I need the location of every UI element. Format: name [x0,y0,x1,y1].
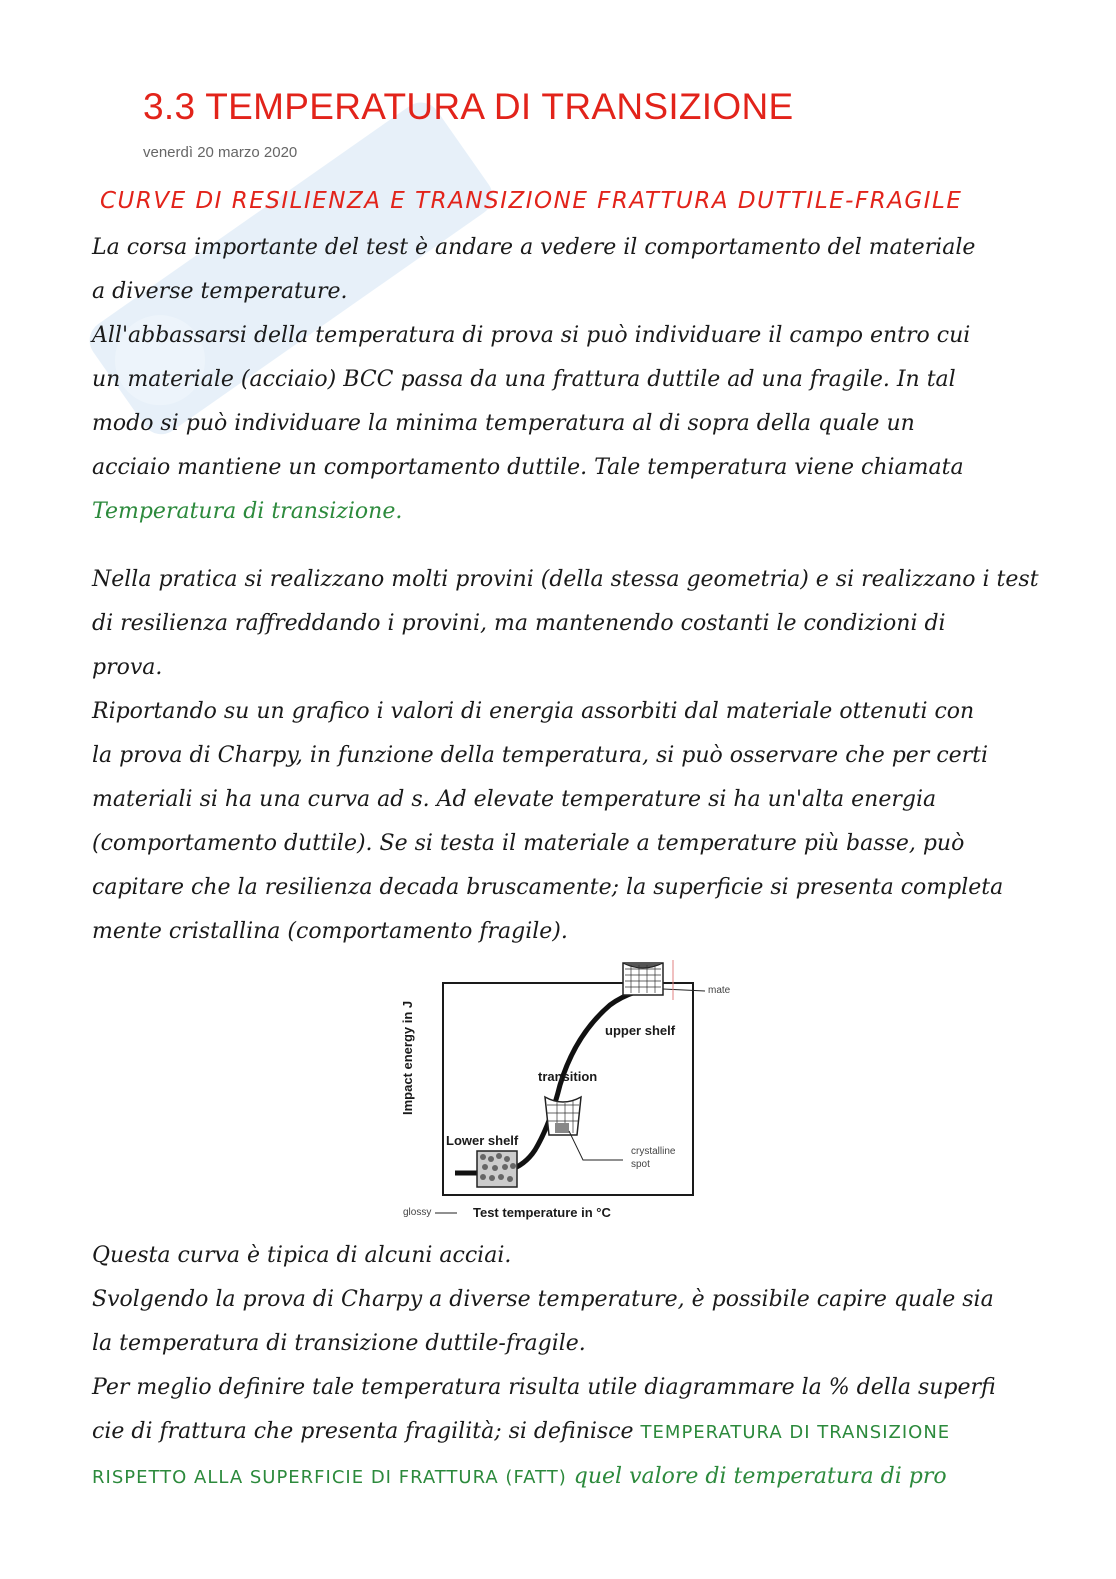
paragraph-1 [92,226,1052,534]
lower-specimen [435,1151,517,1213]
text-fragment: quel valore di temperatura di pro [573,1464,947,1489]
text-line: acciaio mantiene un comportamento duttile. Tale temperatura viene chiamata [92,455,964,480]
text-line: a diverse temperature. [92,279,348,304]
text-line: (comportamento duttile). Se si testa il materiale a temperature più basse, può [92,831,965,856]
text-line: un materiale (acciaio) BCC passa da una frattura duttile ad una fragile. In tal [92,367,956,392]
page-title: 3.3 TEMPERATURA DI TRANSIZIONE [143,86,794,127]
y-axis-label: Impact energy in J [400,1000,415,1115]
highlight-term: Temperatura di transizione. [92,499,403,524]
text-line: materiali si ha una curva ad s. Ad elevate temperature si ha un'alta energia [92,787,937,812]
transition-specimen [545,1097,623,1160]
text-line: prova. [92,655,163,680]
text-line: All'abbassarsi della temperatura di prova si può individuare il campo entro cui [92,323,971,348]
text-line [92,1455,1052,1500]
glossy-label: glossy [403,1207,432,1218]
paragraph-3 [92,1234,1052,1500]
page-date: venerdì 20 marzo 2020 [143,144,298,161]
transition-label: transition [538,1069,598,1084]
highlight-term: TEMPERATURA DI TRANSIZIONE [640,1422,951,1443]
text-line: modo si può individuare la minima temperatura al di sopra della quale un [92,411,915,436]
text-line: la temperatura di transizione duttile-fragile. [92,1331,586,1356]
lower-shelf-label: Lower shelf [446,1133,519,1148]
spot-label: spot [631,1159,650,1170]
text-line: Per meglio definire tale temperatura risulta utile diagrammare la % della superfi [92,1375,996,1400]
upper-shelf-label: upper shelf [605,1023,676,1038]
text-line: la prova di Charpy, in funzione della temperatura, si può osservare che per certi [92,743,989,768]
text-line: Nella pratica si realizzano molti provini (della stessa geometria) e si realizzano i test [92,567,1039,592]
text-line [92,1410,1052,1455]
text-line: Riportando su un grafico i valori di energia assorbiti dal materiale ottenuti con [92,699,975,724]
text-fragment: cie di frattura che presenta fragilità; si definisce [92,1419,634,1444]
text-line: di resilienza raffreddando i provini, ma mantenendo costanti le condizioni di [92,611,946,636]
mate-label: mate [708,985,731,996]
text-line: mente cristallina (comportamento fragile). [92,919,568,944]
text-line: La corsa importante del test è andare a vedere il comportamento del materiale [92,235,976,260]
crystalline-label: crystalline [631,1146,676,1157]
highlight-term: RISPETTO ALLA SUPERFICIE DI FRATTURA (FATT) [92,1467,567,1488]
text-line: Questa curva è tipica di alcuni acciai. [92,1243,512,1268]
section-heading: CURVE DI RESILIENZA E TRANSIZIONE FRATTURA DUTTILE-FRAGILE [100,188,963,214]
paragraph-2 [92,558,1052,954]
text-line: capitare che la resilienza decada bruscamente; la superficie si presenta completa [92,875,1004,900]
x-axis-label: Test temperature in °C [473,1205,611,1220]
text-line: Svolgendo la prova di Charpy a diverse temperature, è possibile capire quale sia [92,1287,994,1312]
transition-curve-diagram [395,955,755,1225]
diagram-graphic [395,955,755,1225]
